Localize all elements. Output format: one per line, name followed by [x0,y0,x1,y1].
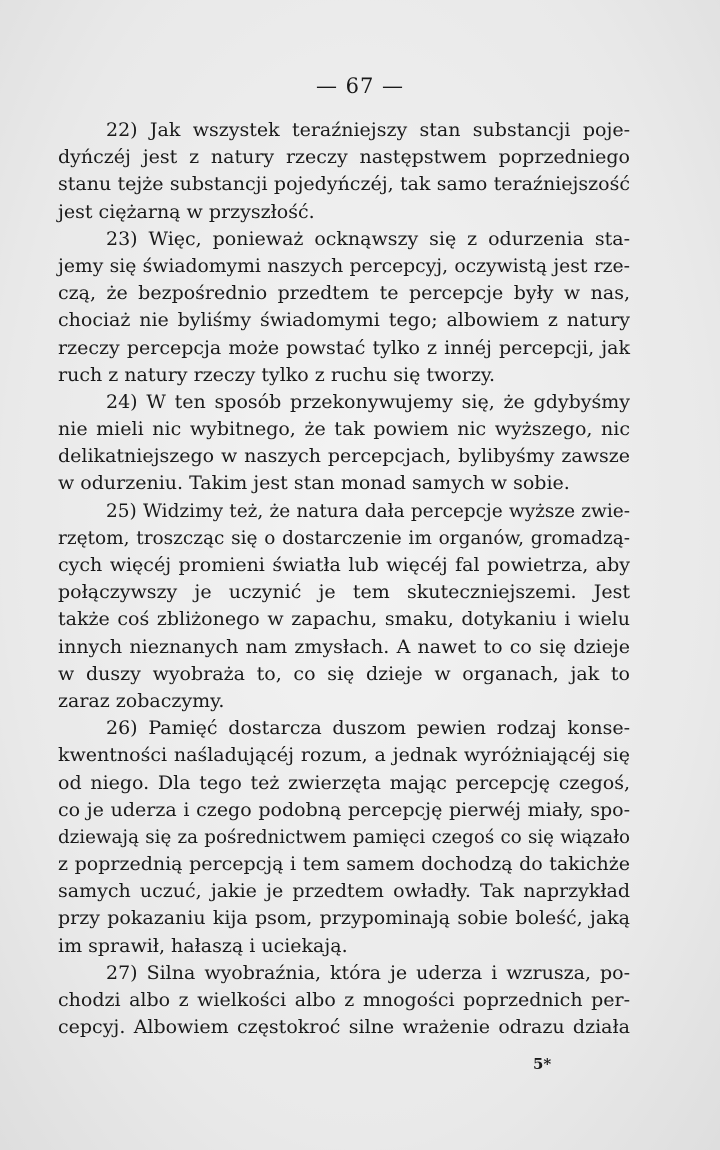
text-line: 27) Silna wyobraźnia, która je uderza i wzrusza, po- [106,961,630,984]
text-line: 22) Jak wszystek teraźniejszy stan substancji poje- [106,119,630,141]
text-line: chodzi albo z wielkości albo z mnogości poprzednich per- [58,989,630,1011]
text-line: dziewają się za pośrednictwem pamięci czegoś co się wiązało [58,826,630,848]
text-line: co je uderza i czego podobną percepcję pierwéj miały, spo- [58,798,630,821]
text-line: także coś zbliżonego w zapachu, smaku, dotykaniu i wielu [58,608,630,631]
text-line: rzeczy percepcja może powstać tylko z innéj percepcji, jak [58,336,630,359]
text-line: jemy się świadomymi naszych percepcyj, oczywistą jest rze- [58,255,630,277]
text-line: cepcyj. Albowiem częstokroć silne wrażenie odrazu działa [58,1016,630,1039]
text-line: od niego. Dla tego też zwierzęta mając percepcję czegoś, [58,771,630,794]
text-line: dyńczéj jest z natury rzeczy następstwem poprzedniego [58,146,630,169]
text-line: zaraz zobaczymy. [58,689,225,712]
text-line: ruch z natury rzeczy tylko z ruchu się tworzy. [58,363,496,386]
text-line: 24) W ten sposób przekonywujemy się, że gdybyśmy [106,390,630,413]
text-line: kwentności naśladującéj rozum, a jednak wyróżniającéj się [58,744,630,767]
text-line: w odurzeniu. Takim jest stan monad samych w sobie. [58,472,570,495]
text-line: 23) Więc, ponieważ ocknąwszy się z odurzenia sta- [106,227,630,250]
text-line: samych uczuć, jakie je przedtem owładły. Tak naprzykład [58,880,630,903]
text-line: chociaż nie byliśmy świadomymi tego; albowiem z natury [58,309,630,332]
body-text [58,117,630,1041]
text-line: stanu tejże substancji pojedyńczéj, tak samo teraźniejszość [58,173,630,196]
text-line: przy pokazaniu kija psom, przypominają sobie boleść, jaką [58,907,630,930]
text-line: innych nieznanych nam zmysłach. A nawet to co się dzieje [58,635,630,658]
text-line: cych więcéj promieni światła lub więcéj fal powietrza, aby [58,554,630,576]
text-line: rzętom, troszcząc się o dostarczenie im organów, gromadzą- [58,527,630,549]
text-line: z poprzednią percepcją i tem samem dochodzą do takichże [58,853,630,876]
text-line: jest ciężarną w przyszłość. [58,200,315,223]
text-line: w duszy wyobraża to, co się dzieje w organach, jak to [58,662,630,685]
text-line: połączywszy je uczynić je tem skuteczniejszemi. Jest [58,581,630,604]
text-line: im sprawił, hałaszą i uciekają. [58,934,348,957]
page-number: — 67 — [315,74,405,98]
text-line: czą, że bezpośrednio przedtem te percepcje były w nas, [58,282,630,305]
text-line: nie mieli nic wybitnego, że tak powiem nic wyższego, nic [58,418,630,441]
text-line: 26) Pamięć dostarcza duszom pewien rodzaj konse- [106,717,630,740]
text-line: delikatniejszego w naszych percepcjach, bylibyśmy zawsze [58,445,630,468]
signature-mark: 5* [533,1055,552,1073]
text-line: 25) Widzimy też, że natura dała percepcje wyższe zwie- [106,500,630,522]
